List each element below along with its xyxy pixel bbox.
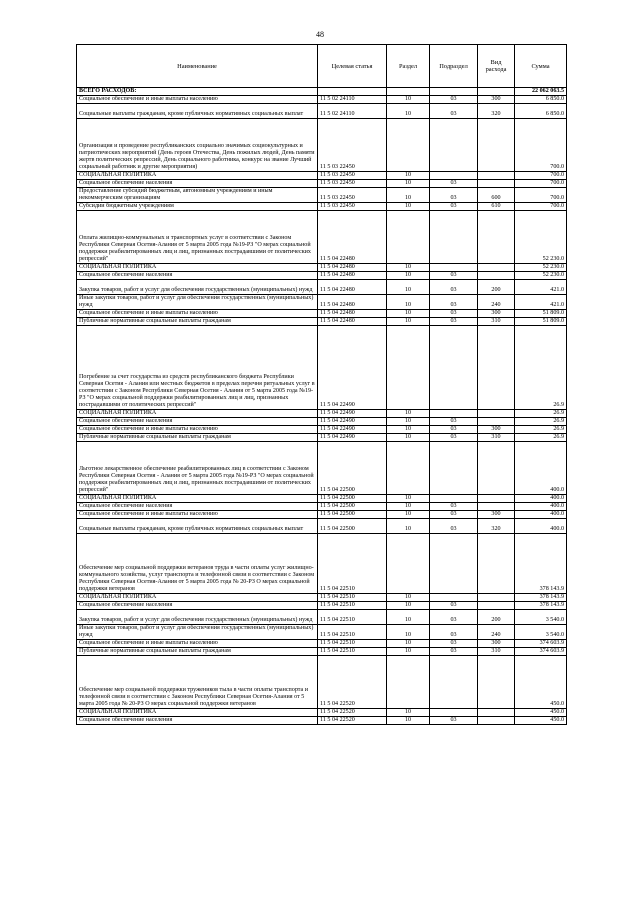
table-row: [77, 426, 567, 434]
cell-target-code: 11 5 04 22480: [318, 264, 387, 272]
cell-subsection: 03: [430, 203, 478, 211]
table-row: [77, 203, 567, 211]
cell-sum: 374 603.9: [515, 640, 567, 648]
cell-kind: 300: [478, 426, 515, 434]
cell-target-code: 11 5 04 22510: [318, 610, 387, 625]
cell-subsection: 03: [430, 188, 478, 203]
cell-section: 10: [387, 410, 430, 418]
table-row: [77, 534, 567, 594]
cell-section: 10: [387, 648, 430, 656]
table-row: [77, 648, 567, 656]
cell-section: 10: [387, 709, 430, 717]
table-body: [77, 88, 567, 725]
cell-target-code: 11 5 02 24110: [318, 96, 387, 104]
cell-target-code: 11 5 04 22510: [318, 602, 387, 610]
cell-name: Публичные нормативные социальные выплаты гражданам: [77, 648, 318, 656]
cell-section: [387, 534, 430, 594]
cell-section: 10: [387, 495, 430, 503]
cell-kind: [478, 503, 515, 511]
cell-subsection: 03: [430, 180, 478, 188]
cell-sum: 378 143.9: [515, 534, 567, 594]
cell-kind: 200: [478, 610, 515, 625]
cell-section: 10: [387, 104, 430, 119]
cell-name: Оплата жилищно-коммунальных и транспортных услуг в соответствии с Законом Республики Северная Осетия-Алания от 5 марта 2005 года №19-РЗ "О мерах социальной поддержки реабилитированных лиц и лиц, признанных пострадавшими от политических репрессий": [77, 211, 318, 264]
cell-subsection: [430, 172, 478, 180]
cell-target-code: 11 5 04 22520: [318, 656, 387, 709]
table-row: [77, 96, 567, 104]
cell-kind: [478, 410, 515, 418]
table-row: [77, 503, 567, 511]
expenditure-table: [76, 44, 567, 725]
cell-subsection: 03: [430, 717, 478, 725]
cell-name: Иные закупки товаров, работ и услуг для обеспечения государственных (муниципальных) нужд: [77, 295, 318, 310]
cell-name: Социальное обеспечение населения: [77, 418, 318, 426]
cell-section: 10: [387, 280, 430, 295]
cell-name: Социальное обеспечение и иные выплаты населению: [77, 426, 318, 434]
cell-section: 10: [387, 203, 430, 211]
cell-name: Обеспечение мер социальной поддержки тружеников тыла в части оплаты транспорта и телефонной связи в соответствии с Законом Республики Северная Осетия-Алания от 5 марта 2005 года № 20-РЗ О мерах социальной поддержки ветеранов: [77, 656, 318, 709]
table-row: [77, 264, 567, 272]
cell-sum: 450.0: [515, 656, 567, 709]
table-row: [77, 625, 567, 640]
cell-target-code: 11 5 04 22480: [318, 280, 387, 295]
table-row: [77, 511, 567, 519]
cell-subsection: 03: [430, 519, 478, 534]
cell-name: Публичные нормативные социальные выплаты гражданам: [77, 434, 318, 442]
cell-subsection: 03: [430, 295, 478, 310]
cell-name: Социальное обеспечение населения: [77, 272, 318, 280]
cell-section: [387, 119, 430, 172]
cell-section: 10: [387, 172, 430, 180]
cell-kind: [478, 418, 515, 426]
cell-kind: [478, 442, 515, 495]
cell-sum: 26.9: [515, 326, 567, 410]
cell-target-code: 11 5 04 22510: [318, 625, 387, 640]
cell-sum: 700.0: [515, 188, 567, 203]
cell-name: Социальное обеспечение и иные выплаты населению: [77, 511, 318, 519]
table-row: [77, 119, 567, 172]
table-row: [77, 709, 567, 717]
cell-subsection: 03: [430, 610, 478, 625]
cell-kind: [478, 172, 515, 180]
cell-sum: 52 230.0: [515, 264, 567, 272]
cell-kind: 300: [478, 96, 515, 104]
cell-kind: [478, 180, 515, 188]
cell-name: Погребение за счет государства из средств республиканского бюджета Республики Северная Осетия - Алания или местных бюджетов в пределах перечня ритуальных услуг в соответствии с Законом Республики Северная Осетия - Алания от 5 марта 2005 года №19-РЗ "О мерах социальной поддержки реабилитированных лиц и лиц, признанных пострадавшими от политических репрессий": [77, 326, 318, 410]
table-row: [77, 88, 567, 96]
table-row: [77, 172, 567, 180]
cell-section: 10: [387, 625, 430, 640]
cell-name: Социальное обеспечение населения: [77, 503, 318, 511]
cell-name: СОЦИАЛЬНАЯ ПОЛИТИКА: [77, 709, 318, 717]
table-row: [77, 188, 567, 203]
cell-sum: 26.9: [515, 434, 567, 442]
table-row: [77, 602, 567, 610]
cell-section: 10: [387, 272, 430, 280]
cell-kind: 240: [478, 625, 515, 640]
table-row: [77, 495, 567, 503]
cell-target-code: 11 5 04 22500: [318, 511, 387, 519]
table-row: [77, 640, 567, 648]
cell-sum: 51 809.0: [515, 310, 567, 318]
cell-name: СОЦИАЛЬНАЯ ПОЛИТИКА: [77, 495, 318, 503]
cell-target-code: [318, 88, 387, 96]
cell-subsection: [430, 495, 478, 503]
cell-subsection: [430, 88, 478, 96]
table-row: [77, 434, 567, 442]
cell-kind: 610: [478, 203, 515, 211]
cell-subsection: [430, 326, 478, 410]
cell-section: 10: [387, 310, 430, 318]
cell-sum: 700.0: [515, 119, 567, 172]
header-name: Наименование: [77, 45, 318, 88]
cell-sum: 6 850.0: [515, 96, 567, 104]
cell-kind: 320: [478, 104, 515, 119]
cell-subsection: [430, 534, 478, 594]
table-header-row: [77, 45, 567, 88]
cell-subsection: [430, 442, 478, 495]
cell-target-code: 11 5 04 22490: [318, 434, 387, 442]
cell-kind: [478, 272, 515, 280]
cell-subsection: [430, 594, 478, 602]
cell-target-code: 11 5 02 24110: [318, 104, 387, 119]
cell-subsection: 03: [430, 318, 478, 326]
cell-name: СОЦИАЛЬНАЯ ПОЛИТИКА: [77, 410, 318, 418]
cell-name: СОЦИАЛЬНАЯ ПОЛИТИКА: [77, 172, 318, 180]
header-code: Целевая статья: [318, 45, 387, 88]
page-number: 48: [316, 30, 324, 39]
cell-name: Закупка товаров, работ и услуг для обеспечения государственных (муниципальных) нужд: [77, 280, 318, 295]
cell-kind: [478, 656, 515, 709]
cell-section: 10: [387, 188, 430, 203]
cell-name: Льготное лекарственное обеспечение реабилитированных лиц в соответствии с Законом Республики Северная Осетия - Алания от 5 марта 2005 года №19-РЗ "О мерах социальной поддержки реабилитированных лиц и лиц, признанных пострадавшими от политических репрессий": [77, 442, 318, 495]
cell-target-code: 11 5 04 22480: [318, 272, 387, 280]
cell-name: Социальное обеспечение и иные выплаты населению: [77, 640, 318, 648]
cell-kind: 320: [478, 519, 515, 534]
cell-subsection: 03: [430, 280, 478, 295]
cell-target-code: 11 5 04 22500: [318, 503, 387, 511]
cell-section: 10: [387, 717, 430, 725]
cell-sum: 400.0: [515, 442, 567, 495]
cell-subsection: 03: [430, 503, 478, 511]
cell-name: Социальное обеспечение населения: [77, 717, 318, 725]
cell-target-code: 11 5 04 22480: [318, 295, 387, 310]
cell-subsection: 03: [430, 426, 478, 434]
cell-target-code: 11 5 03 22450: [318, 119, 387, 172]
table-row: [77, 180, 567, 188]
cell-kind: 310: [478, 434, 515, 442]
cell-sum: 421.0: [515, 295, 567, 310]
cell-name: Социальное обеспечение населения: [77, 602, 318, 610]
cell-target-code: 11 5 04 22520: [318, 717, 387, 725]
cell-target-code: 11 5 03 22450: [318, 188, 387, 203]
table-row: [77, 656, 567, 709]
cell-target-code: 11 5 04 22490: [318, 326, 387, 410]
cell-kind: 200: [478, 280, 515, 295]
cell-kind: [478, 119, 515, 172]
cell-target-code: 11 5 04 22500: [318, 519, 387, 534]
table-row: [77, 594, 567, 602]
cell-kind: 300: [478, 640, 515, 648]
cell-sum: 400.0: [515, 503, 567, 511]
cell-subsection: 03: [430, 602, 478, 610]
cell-subsection: 03: [430, 511, 478, 519]
cell-sum: 378 143.9: [515, 602, 567, 610]
cell-section: [387, 442, 430, 495]
cell-section: 10: [387, 418, 430, 426]
cell-sum: 6 850.0: [515, 104, 567, 119]
cell-sum: 3 540.0: [515, 610, 567, 625]
cell-sum: 400.0: [515, 519, 567, 534]
cell-kind: [478, 594, 515, 602]
cell-sum: 52 230.0: [515, 211, 567, 264]
cell-target-code: 11 5 04 22510: [318, 640, 387, 648]
cell-name: Социальное обеспечение населения: [77, 180, 318, 188]
cell-name: Закупка товаров, работ и услуг для обеспечения государственных (муниципальных) нужд: [77, 610, 318, 625]
cell-kind: [478, 211, 515, 264]
cell-name: Социальные выплаты гражданам, кроме публичных нормативных социальных выплат: [77, 104, 318, 119]
cell-target-code: 11 5 04 22490: [318, 410, 387, 418]
cell-sum: 374 603.9: [515, 648, 567, 656]
cell-sum: 26.9: [515, 418, 567, 426]
cell-name: ВСЕГО РАСХОДОВ:: [77, 88, 318, 96]
cell-section: 10: [387, 434, 430, 442]
cell-subsection: [430, 264, 478, 272]
cell-kind: [478, 88, 515, 96]
cell-name: Организация и проведение республиканских социально значимых социокультурных и патриотических мероприятий (День героев Отечества, День пожилых людей, День памяти жертв политических репрессий, День социального работника, конкурс на звание Лучший социальный работник и другие мероприятия): [77, 119, 318, 172]
cell-name: Предоставление субсидий бюджетным, автономным учреждениям и иным некоммерческим организациям: [77, 188, 318, 203]
cell-sum: 26.9: [515, 426, 567, 434]
cell-name: Обеспечение мер социальной поддержки ветеранов труда в части оплаты услуг жилищно-коммунального хозяйства, услуг транспорта и телефонной связи в соответствии с Законом Республики Северная Осетия-Алания от 5 марта 2005 года № 20-РЗ О мерах социальной поддержки ветеранов: [77, 534, 318, 594]
cell-subsection: [430, 211, 478, 264]
table-row: [77, 410, 567, 418]
table-row: [77, 272, 567, 280]
cell-section: 10: [387, 503, 430, 511]
cell-sum: 421.0: [515, 280, 567, 295]
cell-section: 10: [387, 511, 430, 519]
cell-target-code: 11 5 04 22500: [318, 495, 387, 503]
table-row: [77, 318, 567, 326]
header-subsection: Подраздел: [430, 45, 478, 88]
header-sum: Сумма: [515, 45, 567, 88]
cell-name: Иные закупки товаров, работ и услуг для обеспечения государственных (муниципальных) нужд: [77, 625, 318, 640]
cell-section: 10: [387, 594, 430, 602]
cell-target-code: 11 5 04 22480: [318, 318, 387, 326]
table-row: [77, 310, 567, 318]
cell-section: 10: [387, 318, 430, 326]
cell-kind: 310: [478, 318, 515, 326]
cell-subsection: 03: [430, 310, 478, 318]
cell-sum: 400.0: [515, 495, 567, 503]
cell-section: [387, 211, 430, 264]
table-row: [77, 211, 567, 264]
cell-kind: 310: [478, 648, 515, 656]
cell-sum: 450.0: [515, 709, 567, 717]
cell-name: СОЦИАЛЬНАЯ ПОЛИТИКА: [77, 594, 318, 602]
header-section: Раздел: [387, 45, 430, 88]
cell-name: СОЦИАЛЬНАЯ ПОЛИТИКА: [77, 264, 318, 272]
cell-subsection: 03: [430, 418, 478, 426]
table-row: [77, 326, 567, 410]
cell-subsection: 03: [430, 272, 478, 280]
cell-target-code: 11 5 04 22510: [318, 534, 387, 594]
cell-subsection: [430, 709, 478, 717]
table-row: [77, 295, 567, 310]
cell-target-code: 11 5 04 22490: [318, 418, 387, 426]
cell-sum: 3 540.0: [515, 625, 567, 640]
cell-target-code: 11 5 04 22510: [318, 648, 387, 656]
cell-sum: 26.9: [515, 410, 567, 418]
cell-kind: [478, 326, 515, 410]
table-row: [77, 519, 567, 534]
cell-section: 10: [387, 180, 430, 188]
cell-name: Социальное обеспечение и иные выплаты населению: [77, 96, 318, 104]
cell-section: 10: [387, 610, 430, 625]
cell-subsection: [430, 119, 478, 172]
cell-name: Социальное обеспечение и иные выплаты населению: [77, 310, 318, 318]
cell-subsection: [430, 410, 478, 418]
cell-section: 10: [387, 426, 430, 434]
cell-kind: 240: [478, 295, 515, 310]
cell-target-code: 11 5 04 22510: [318, 594, 387, 602]
cell-sum: 51 809.0: [515, 318, 567, 326]
cell-target-code: 11 5 04 22480: [318, 310, 387, 318]
cell-kind: [478, 264, 515, 272]
table-row: [77, 104, 567, 119]
cell-kind: [478, 602, 515, 610]
cell-name: Публичные нормативные социальные выплаты гражданам: [77, 318, 318, 326]
cell-kind: [478, 495, 515, 503]
table-row: [77, 418, 567, 426]
cell-name: Социальные выплаты гражданам, кроме публичных нормативных социальных выплат: [77, 519, 318, 534]
cell-sum: 52 230.0: [515, 272, 567, 280]
cell-sum: 400.0: [515, 511, 567, 519]
cell-section: 10: [387, 96, 430, 104]
cell-target-code: 11 5 04 22500: [318, 442, 387, 495]
cell-kind: [478, 709, 515, 717]
cell-name: Субсидии бюджетным учреждениям: [77, 203, 318, 211]
cell-sum: 700.0: [515, 203, 567, 211]
cell-target-code: 11 5 04 22520: [318, 709, 387, 717]
cell-subsection: 03: [430, 640, 478, 648]
cell-section: [387, 656, 430, 709]
cell-section: 10: [387, 640, 430, 648]
cell-kind: 600: [478, 188, 515, 203]
cell-sum: 22 062 063.5: [515, 88, 567, 96]
table-row: [77, 717, 567, 725]
table-row: [77, 610, 567, 625]
cell-target-code: 11 5 04 22490: [318, 426, 387, 434]
cell-sum: 378 143.9: [515, 594, 567, 602]
cell-section: [387, 88, 430, 96]
cell-subsection: 03: [430, 625, 478, 640]
header-kind: Вид расхода: [478, 45, 515, 88]
cell-section: [387, 326, 430, 410]
cell-sum: 700.0: [515, 180, 567, 188]
cell-sum: 450.0: [515, 717, 567, 725]
cell-target-code: 11 5 03 22450: [318, 180, 387, 188]
cell-kind: [478, 534, 515, 594]
cell-subsection: 03: [430, 434, 478, 442]
table-row: [77, 280, 567, 295]
cell-target-code: 11 5 03 22450: [318, 203, 387, 211]
cell-kind: [478, 717, 515, 725]
cell-subsection: 03: [430, 104, 478, 119]
cell-target-code: 11 5 04 22480: [318, 211, 387, 264]
table-row: [77, 442, 567, 495]
cell-section: 10: [387, 602, 430, 610]
cell-kind: 300: [478, 310, 515, 318]
cell-section: 10: [387, 264, 430, 272]
cell-subsection: 03: [430, 96, 478, 104]
cell-kind: 300: [478, 511, 515, 519]
cell-target-code: 11 5 03 22450: [318, 172, 387, 180]
cell-section: 10: [387, 519, 430, 534]
cell-section: 10: [387, 295, 430, 310]
cell-subsection: 03: [430, 648, 478, 656]
cell-subsection: [430, 656, 478, 709]
cell-sum: 700.0: [515, 172, 567, 180]
